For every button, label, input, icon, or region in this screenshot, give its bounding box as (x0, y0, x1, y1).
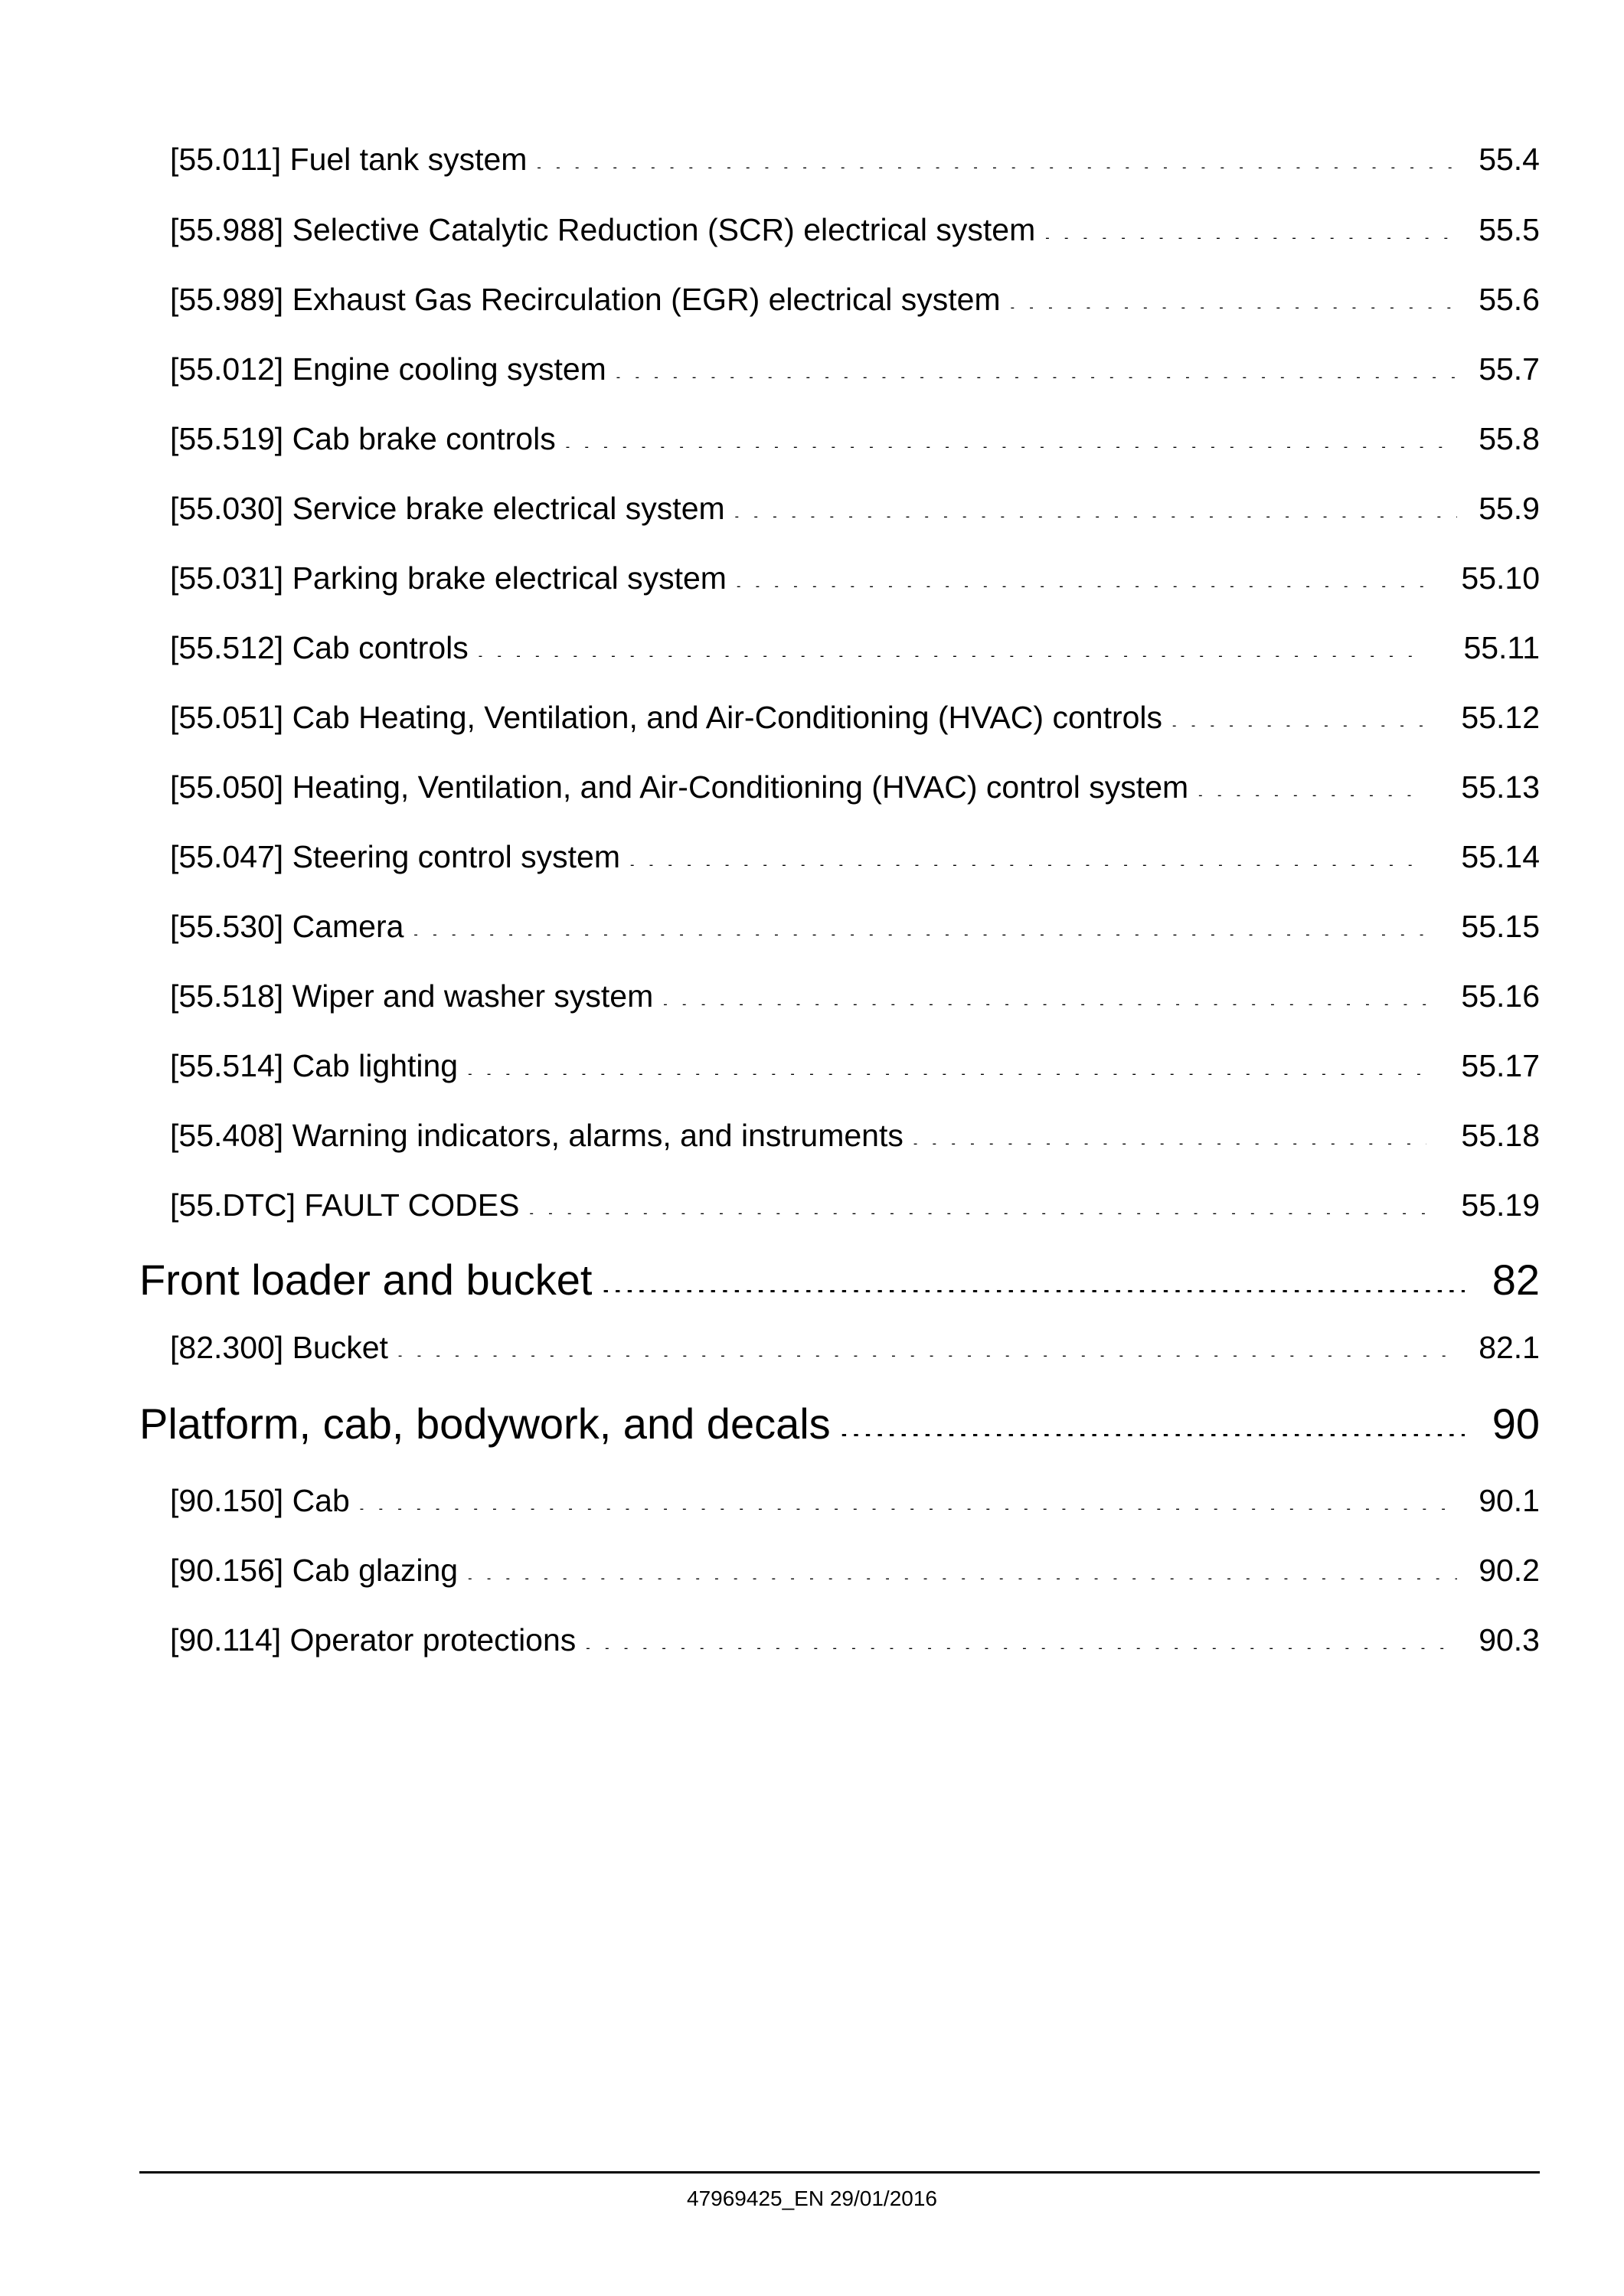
toc-entry-page: 55.12 (1461, 700, 1540, 735)
toc-entry[interactable] (170, 973, 1540, 1019)
toc-entry-label: [55.519] Cab brake controls (170, 421, 556, 456)
toc-entry-page: 55.6 (1479, 282, 1540, 317)
toc-entry[interactable] (170, 1182, 1540, 1228)
toc-entry-page: 90.1 (1479, 1483, 1540, 1518)
toc-section-page: 82 (1492, 1256, 1540, 1304)
dot-leader (734, 556, 1426, 587)
toc-entry-label: [55.530] Camera (170, 909, 404, 944)
toc-entry-label: [55.050] Heating, Ventilation, and Air-Conditioning (HVAC) control system (170, 769, 1189, 805)
dot-leader (564, 416, 1457, 448)
dot-leader (1170, 695, 1426, 727)
toc-entry-page: 55.5 (1479, 212, 1540, 247)
toc-entry-page: 55.17 (1461, 1048, 1540, 1083)
toc-entry[interactable] (170, 903, 1540, 949)
dot-leader (661, 974, 1426, 1005)
toc-section-label: Front loader and bucket (139, 1256, 593, 1304)
toc-entry-page: 55.18 (1461, 1118, 1540, 1153)
toc-entry-page: 55.11 (1463, 630, 1540, 665)
toc-section-platform[interactable] (139, 1393, 1540, 1455)
footer-doc-ref: 47969425_EN 29/01/2016 (687, 2187, 937, 2210)
toc-entry-label: [90.156] Cab glazing (170, 1553, 459, 1588)
toc-entry-label: [55.051] Cab Heating, Ventilation, and Air-Conditioning (HVAC) controls (170, 700, 1163, 735)
toc-entry[interactable] (170, 1478, 1540, 1524)
dot-leader (476, 625, 1426, 657)
dot-leader (396, 1325, 1457, 1357)
toc-section-front-loader[interactable] (139, 1249, 1540, 1311)
toc-entry[interactable] (170, 1112, 1540, 1158)
toc-entry-label: [90.150] Cab (170, 1483, 350, 1518)
dot-leader (527, 1183, 1426, 1214)
toc-entry-page: 55.10 (1461, 560, 1540, 596)
toc-entry-page: 90.2 (1479, 1553, 1540, 1588)
toc-entry-page: 55.15 (1461, 909, 1540, 944)
toc-entry-label: [55.031] Parking brake electrical system (170, 560, 727, 596)
toc-entry[interactable] (170, 834, 1540, 880)
toc-section-page: 90 (1492, 1399, 1540, 1448)
footer-rule (139, 2171, 1540, 2174)
toc-entry-label: [55.514] Cab lighting (170, 1048, 459, 1083)
toc-entry[interactable] (170, 1547, 1540, 1593)
toc-entry-page: 55.13 (1461, 769, 1540, 805)
toc-entry-page: 90.3 (1479, 1622, 1540, 1657)
toc-entry-label: [55.030] Service brake electrical system (170, 491, 725, 526)
toc-entry[interactable] (170, 1617, 1540, 1663)
dot-leader (466, 1548, 1457, 1579)
toc-entry-label: [82.300] Bucket (170, 1330, 388, 1365)
toc-entry-page: 55.7 (1479, 351, 1540, 387)
toc-entry-label: [55.408] Warning indicators, alarms, and instruments (170, 1118, 903, 1153)
toc-section-label: Platform, cab, bodywork, and decals (139, 1399, 831, 1448)
dot-leader (838, 1393, 1465, 1436)
dot-leader (911, 1113, 1426, 1145)
toc-entry-label: [55.DTC] FAULT CODES (170, 1187, 520, 1223)
toc-entry-label: [55.012] Engine cooling system (170, 351, 606, 387)
toc-entry[interactable] (170, 207, 1540, 253)
toc-entry-page: 55.16 (1461, 978, 1540, 1014)
toc-entry-page: 55.8 (1479, 421, 1540, 456)
toc-entry-label: [55.518] Wiper and washer system (170, 978, 654, 1014)
toc-entry[interactable] (170, 416, 1540, 462)
toc-entry[interactable] (170, 694, 1540, 740)
toc-entry[interactable] (170, 346, 1540, 392)
toc-entry-label: [90.114] Operator protections (170, 1622, 577, 1657)
toc-entry[interactable] (170, 764, 1540, 810)
toc-entry[interactable] (170, 1043, 1540, 1089)
toc-entry-page: 55.19 (1461, 1187, 1540, 1223)
toc-entry-label: [55.512] Cab controls (170, 630, 469, 665)
toc-entry-page: 55.14 (1461, 839, 1540, 874)
toc-entry-label: [55.011] Fuel tank system (170, 142, 528, 177)
dot-leader (733, 486, 1457, 518)
dot-leader (1196, 765, 1426, 796)
dot-leader (1043, 207, 1457, 239)
toc-entry-label: [55.047] Steering control system (170, 839, 620, 874)
dot-leader (1008, 277, 1457, 309)
dot-leader (583, 1618, 1457, 1649)
dot-leader (614, 347, 1457, 378)
dot-leader (411, 904, 1426, 936)
dot-leader (534, 137, 1457, 168)
toc-entry-label: [55.988] Selective Catalytic Reduction (SCR) electrical system (170, 212, 1036, 247)
toc-entry-page: 55.9 (1479, 491, 1540, 526)
dot-leader (628, 834, 1426, 866)
dot-leader (466, 1043, 1426, 1075)
toc-entry[interactable] (170, 1324, 1540, 1370)
toc-entry[interactable] (170, 136, 1540, 182)
toc-entry[interactable] (170, 555, 1540, 601)
toc-entry[interactable] (170, 625, 1540, 671)
toc-entry[interactable] (170, 276, 1540, 322)
toc-entry-page: 82.1 (1479, 1330, 1540, 1365)
toc-entry-page: 55.4 (1479, 142, 1540, 177)
dot-leader (600, 1249, 1465, 1292)
toc-entry-label: [55.989] Exhaust Gas Recirculation (EGR) electrical system (170, 282, 1001, 317)
dot-leader (358, 1478, 1457, 1510)
toc-entry[interactable] (170, 485, 1540, 531)
